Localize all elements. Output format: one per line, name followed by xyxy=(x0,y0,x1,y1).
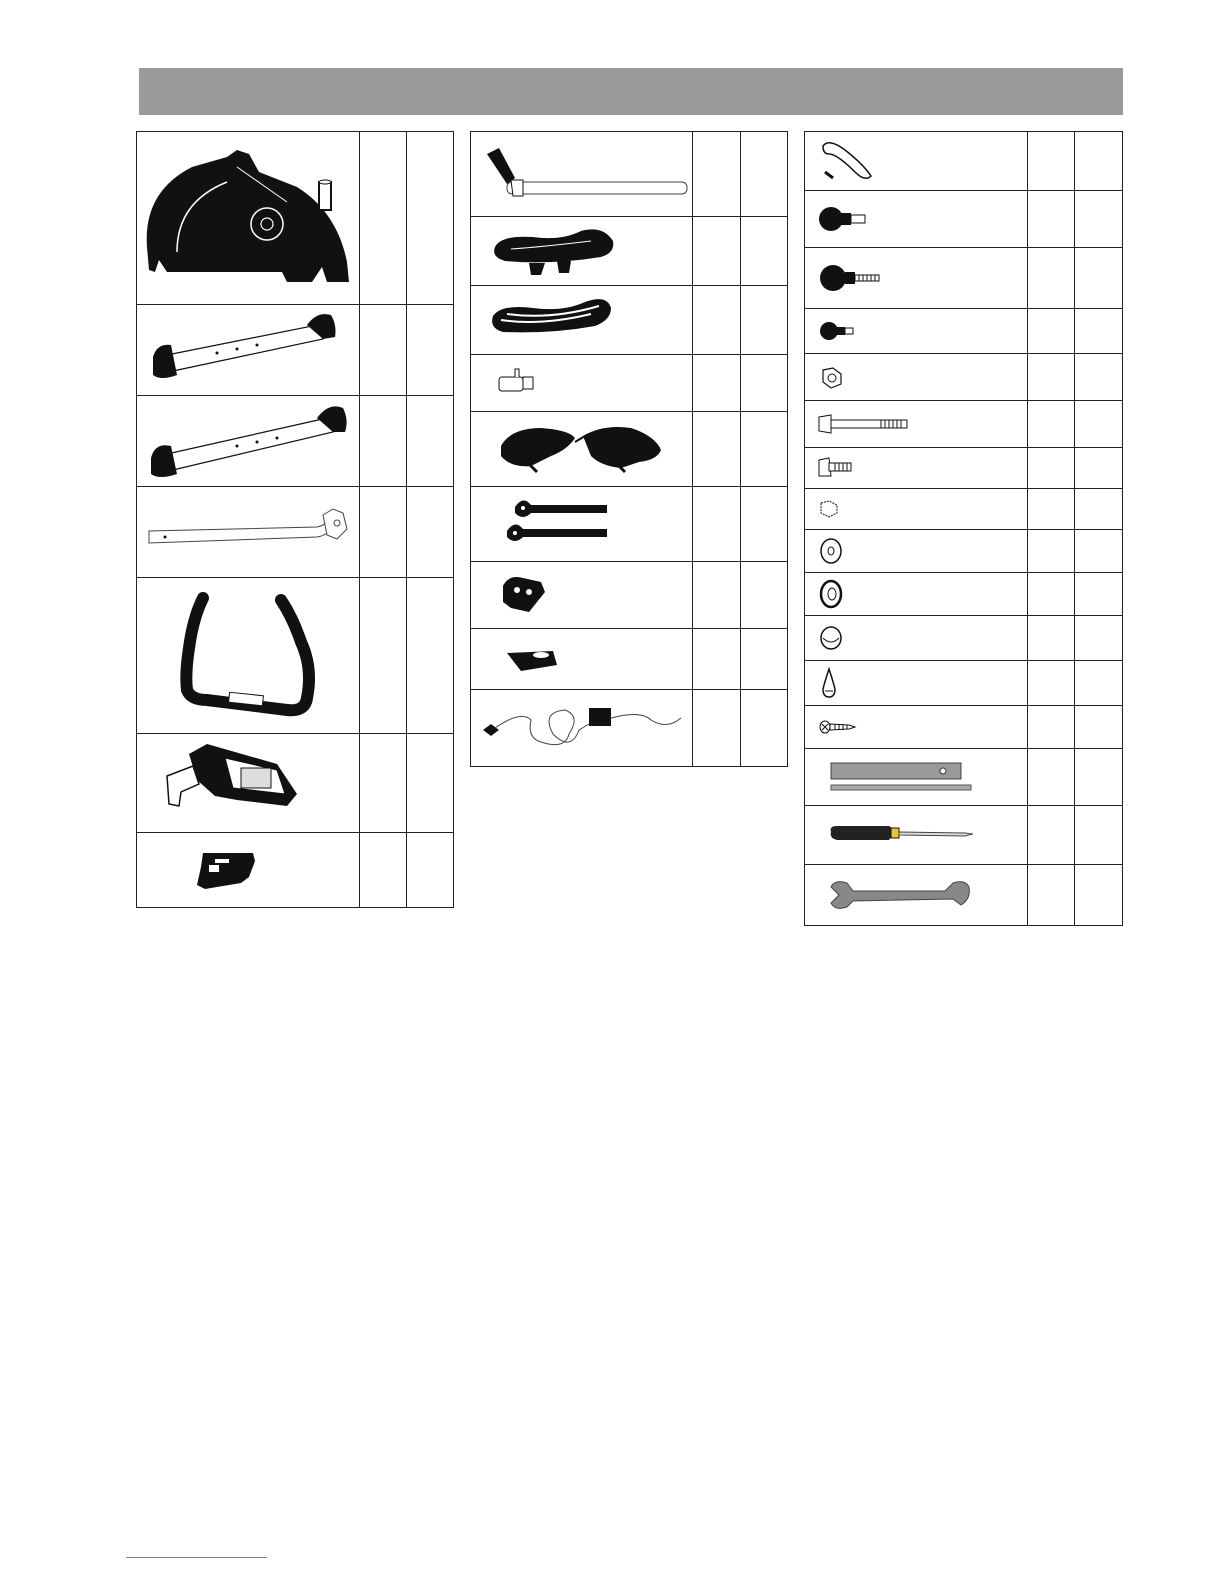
parts-table-middle xyxy=(470,131,788,767)
front-stabilizer-icon xyxy=(137,305,359,395)
part-qty-cell xyxy=(1075,749,1123,806)
table-row xyxy=(137,578,454,734)
part-number-cell xyxy=(360,833,407,908)
part-qty-cell xyxy=(741,286,788,355)
part-number-cell xyxy=(360,396,407,487)
part-number-cell xyxy=(693,355,741,412)
knob-screw-icon xyxy=(805,248,1027,308)
table-row xyxy=(805,661,1123,706)
part-image-cell xyxy=(805,661,1028,706)
part-number-cell xyxy=(1028,806,1075,865)
part-image-cell xyxy=(805,309,1028,354)
part-qty-cell xyxy=(1075,309,1123,354)
curved-washer-icon xyxy=(805,573,1027,615)
part-qty-cell xyxy=(407,734,454,833)
part-image-cell xyxy=(471,355,693,412)
part-number-cell xyxy=(1028,132,1075,191)
part-qty-cell xyxy=(741,132,788,217)
part-number-cell xyxy=(693,132,741,217)
screw-icon xyxy=(805,706,1027,748)
table-row xyxy=(805,401,1123,448)
part-image-cell xyxy=(805,489,1028,530)
part-image-cell xyxy=(471,412,693,487)
table-row xyxy=(805,354,1123,401)
part-qty-cell xyxy=(1075,248,1123,309)
part-number-cell xyxy=(1028,530,1075,573)
knob-icon xyxy=(805,191,1027,247)
part-number-cell xyxy=(1028,573,1075,616)
part-qty-cell xyxy=(1075,865,1123,926)
part-image-cell xyxy=(471,487,693,562)
part-qty-cell xyxy=(407,578,454,734)
part-qty-cell xyxy=(1075,530,1123,573)
part-image-cell xyxy=(137,396,360,487)
part-image-cell xyxy=(805,248,1028,309)
table-row xyxy=(137,487,454,578)
table-row xyxy=(805,132,1123,191)
wire-icon xyxy=(805,132,1027,190)
power-adapter-icon xyxy=(471,690,692,766)
part-qty-cell xyxy=(407,487,454,578)
part-number-cell xyxy=(1028,706,1075,749)
part-qty-cell xyxy=(1075,573,1123,616)
table-row xyxy=(471,487,788,562)
part-qty-cell xyxy=(741,217,788,286)
part-number-cell xyxy=(693,487,741,562)
table-row xyxy=(805,573,1123,616)
part-image-cell xyxy=(805,191,1028,248)
part-number-cell xyxy=(360,305,407,396)
part-number-cell xyxy=(693,412,741,487)
parts-table-right xyxy=(804,131,1123,926)
seat-bracket-icon xyxy=(471,562,692,628)
handlebar-icon xyxy=(137,578,359,733)
seat-slider-icon xyxy=(471,132,692,216)
part-number-cell xyxy=(1028,489,1075,530)
part-number-cell xyxy=(693,690,741,767)
part-number-cell xyxy=(1028,616,1075,661)
part-qty-cell xyxy=(407,132,454,305)
part-qty-cell xyxy=(1075,448,1123,489)
bracket-icon xyxy=(137,833,359,907)
part-number-cell xyxy=(360,578,407,734)
part-image-cell xyxy=(137,833,360,908)
table-row xyxy=(471,286,788,355)
table-row xyxy=(805,448,1123,489)
part-image-cell xyxy=(805,806,1028,865)
nut-icon xyxy=(805,354,1027,400)
part-image-cell xyxy=(137,132,360,305)
part-number-cell xyxy=(1028,749,1075,806)
table-row xyxy=(805,616,1123,661)
table-row xyxy=(805,309,1123,354)
table-row xyxy=(471,629,788,690)
part-qty-cell xyxy=(741,629,788,690)
part-image-cell xyxy=(471,562,693,629)
part-qty-cell xyxy=(1075,661,1123,706)
part-qty-cell xyxy=(1075,616,1123,661)
table-row xyxy=(805,865,1123,926)
part-image-cell xyxy=(137,734,360,833)
part-image-cell xyxy=(805,530,1028,573)
part-image-cell xyxy=(805,354,1028,401)
table-row xyxy=(137,305,454,396)
part-number-cell xyxy=(693,562,741,629)
long-bolt-icon xyxy=(805,401,1027,447)
part-image-cell xyxy=(471,286,693,355)
footnote-divider xyxy=(126,1557,267,1558)
part-qty-cell xyxy=(741,562,788,629)
computer-console-icon xyxy=(137,734,359,832)
part-image-cell xyxy=(805,401,1028,448)
part-qty-cell xyxy=(741,690,788,767)
table-row xyxy=(137,833,454,908)
part-qty-cell xyxy=(741,355,788,412)
table-row xyxy=(805,749,1123,806)
seat-cover-icon xyxy=(471,286,692,354)
table-row xyxy=(805,706,1123,749)
table-row xyxy=(137,132,454,305)
part-image-cell xyxy=(805,573,1028,616)
table-row xyxy=(805,806,1123,865)
part-number-cell xyxy=(1028,448,1075,489)
seat-icon xyxy=(471,217,692,285)
table-row xyxy=(471,412,788,487)
wedge-icon xyxy=(471,629,692,689)
pedal-straps-icon xyxy=(471,487,692,561)
short-bolt-icon xyxy=(805,448,1027,488)
table-row xyxy=(471,562,788,629)
spring-clip-icon xyxy=(805,661,1027,705)
part-number-cell xyxy=(360,487,407,578)
flat-washer-icon xyxy=(805,530,1027,572)
part-image-cell xyxy=(805,132,1028,191)
console-housing-icon xyxy=(137,132,359,304)
part-qty-cell xyxy=(1075,354,1123,401)
small-nut-icon xyxy=(805,489,1027,529)
part-number-cell xyxy=(1028,309,1075,354)
part-qty-cell xyxy=(407,833,454,908)
table-row xyxy=(471,217,788,286)
part-image-cell xyxy=(471,132,693,217)
table-row xyxy=(805,530,1123,573)
part-image-cell xyxy=(137,305,360,396)
table-row xyxy=(805,489,1123,530)
part-number-cell xyxy=(1028,865,1075,926)
table-row xyxy=(805,191,1123,248)
part-qty-cell xyxy=(1075,132,1123,191)
part-qty-cell xyxy=(741,487,788,562)
part-image-cell xyxy=(471,629,693,690)
table-row xyxy=(137,734,454,833)
table-row xyxy=(471,355,788,412)
part-image-cell xyxy=(805,616,1028,661)
part-image-cell xyxy=(471,690,693,767)
part-qty-cell xyxy=(1075,806,1123,865)
part-number-cell xyxy=(1028,248,1075,309)
multi-tool-icon xyxy=(805,749,1027,805)
part-number-cell xyxy=(1028,401,1075,448)
part-qty-cell xyxy=(1075,191,1123,248)
part-qty-cell xyxy=(407,305,454,396)
part-qty-cell xyxy=(1075,706,1123,749)
knob-sleeve-icon xyxy=(471,355,692,411)
part-image-cell xyxy=(805,706,1028,749)
part-qty-cell xyxy=(741,412,788,487)
part-image-cell xyxy=(137,578,360,734)
part-number-cell xyxy=(360,734,407,833)
pedals-icon xyxy=(471,412,692,486)
part-qty-cell xyxy=(1075,489,1123,530)
part-number-cell xyxy=(693,629,741,690)
part-image-cell xyxy=(805,749,1028,806)
table-row xyxy=(137,396,454,487)
wrench-icon xyxy=(805,865,1027,925)
part-image-cell xyxy=(471,217,693,286)
screwdriver-icon xyxy=(805,806,1027,864)
seat-post-tube-icon xyxy=(137,487,359,577)
part-image-cell xyxy=(137,487,360,578)
part-number-cell xyxy=(360,132,407,305)
rear-stabilizer-icon xyxy=(137,396,359,486)
end-cap-icon xyxy=(805,616,1027,660)
table-row xyxy=(471,132,788,217)
page-header-banner xyxy=(139,68,1123,115)
part-number-cell xyxy=(1028,191,1075,248)
part-number-cell xyxy=(693,217,741,286)
table-row xyxy=(471,690,788,767)
small-knob-icon xyxy=(805,309,1027,353)
part-image-cell xyxy=(805,448,1028,489)
part-number-cell xyxy=(693,286,741,355)
parts-table-left xyxy=(136,131,454,908)
part-number-cell xyxy=(1028,354,1075,401)
table-row xyxy=(805,248,1123,309)
part-qty-cell xyxy=(407,396,454,487)
part-number-cell xyxy=(1028,661,1075,706)
part-image-cell xyxy=(805,865,1028,926)
part-qty-cell xyxy=(1075,401,1123,448)
